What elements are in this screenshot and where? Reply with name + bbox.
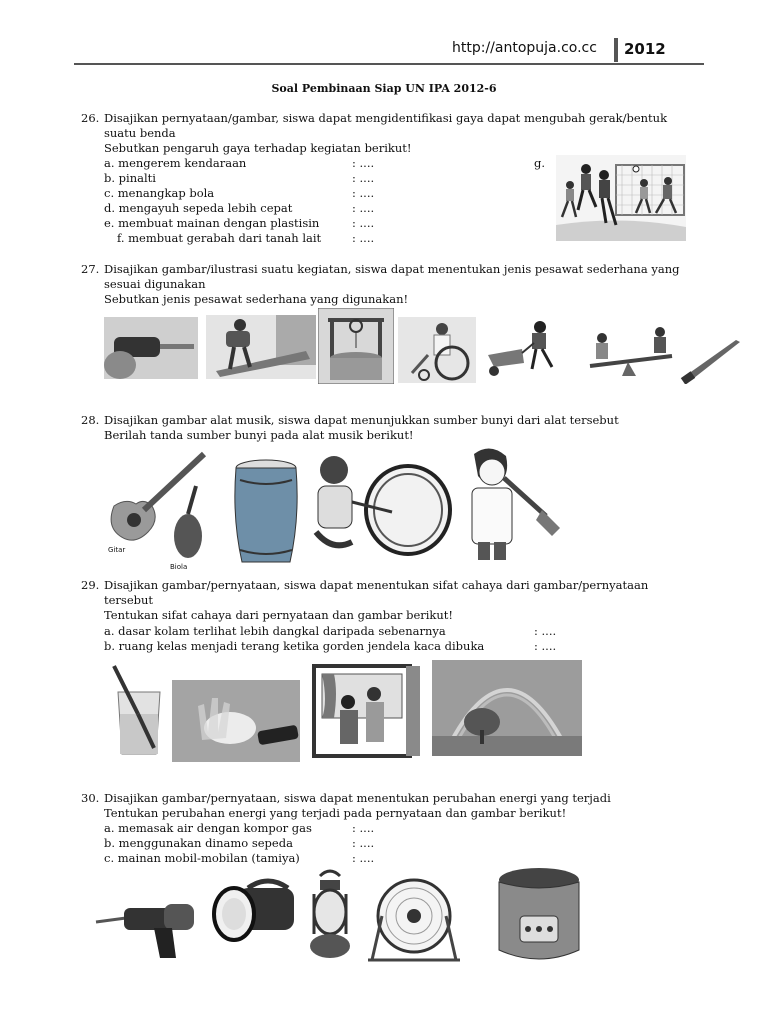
q30-answer-c[interactable]: : .... [352, 851, 375, 865]
glass-refraction-image [104, 662, 168, 758]
q26-prompt: Sebutkan pengaruh gaya terhadap kegiatan berikut! [104, 141, 412, 155]
bass-drum-image [312, 452, 454, 562]
q29-item-a: a. dasar kolam terlihat lebih dangkal daripada sebenarnya [104, 624, 446, 638]
q26-answer-f[interactable]: : .... [352, 231, 375, 245]
q29-line1: Disajikan gambar/pernyataan, siswa dapat menentukan sifat cahaya dari gambar/pernyataan [104, 578, 649, 592]
knife-image [680, 334, 742, 384]
q30-answer-a[interactable]: : .... [352, 821, 375, 835]
q28-prompt: Berilah tanda sumber bunyi pada alat musik berikut! [104, 428, 414, 442]
rice-cooker-image [494, 864, 584, 970]
q26-item-d: d. mengayuh sepeda lebih cepat [104, 201, 293, 215]
q29-prompt: Tentukan sifat cahaya dari pernyataan dan gambar berikut! [104, 608, 454, 622]
q30-line1: Disajikan gambar/pernyataan, siswa dapat menentukan perubahan energi yang terjadi [104, 791, 611, 805]
page-title: Soal Pembinaan Siap UN IPA 2012-6 [271, 82, 497, 95]
q29-number: 29. [81, 578, 100, 592]
conga-drum-image [230, 458, 302, 570]
q26-answer-c[interactable]: : .... [352, 186, 375, 200]
q26-answer-b[interactable]: : .... [352, 171, 375, 185]
q28-number: 28. [81, 413, 100, 427]
q30-answer-b[interactable]: : .... [352, 836, 375, 850]
wheelbarrow-image [482, 317, 578, 379]
q26-item-e: e. membuat mainan dengan plastisin [104, 216, 320, 230]
screwdriver-image [104, 317, 198, 379]
q30-item-b: b. menggunakan dinamo sepeda [104, 836, 293, 850]
q26-item-a: a. mengerem kendaraan [104, 156, 247, 170]
football-image [556, 155, 686, 241]
q26-item-f: f. membuat gerabah dari tanah lait [117, 231, 322, 245]
q27-line1: Disajikan gambar/ilustrasi suatu kegiatan, siswa dapat menentukan jenis pesawat sederhana yang [104, 262, 680, 276]
header-url: http://antopuja.co.cc [452, 40, 597, 56]
q26-answer-e[interactable]: : .... [352, 216, 375, 230]
q29-answer-b[interactable]: : .... [534, 639, 557, 653]
violin-caption: Biola [170, 563, 188, 571]
electric-fan-image [362, 876, 468, 964]
q30-item-c: c. mainan mobil-mobilan (tamiya) [104, 851, 300, 865]
q30-number: 30. [81, 791, 100, 805]
q26-g-label: g. [534, 156, 546, 170]
q29-answer-a[interactable]: : .... [534, 624, 557, 638]
q30-prompt: Tentukan perubahan energi yang terjadi pada pernyataan dan gambar berikut! [104, 806, 567, 820]
q26-item-b: b. pinalti [104, 171, 156, 185]
wheelchair-image [398, 317, 476, 383]
q26-answer-d[interactable]: : .... [352, 201, 375, 215]
header-year: 2012 [624, 40, 666, 58]
lantern-flashlight-image [208, 878, 298, 950]
window-curtain-image [308, 662, 424, 758]
q29-item-b: b. ruang kelas menjadi terang ketika gorden jendela kaca dibuka [104, 639, 485, 653]
guitar-violin-image [104, 446, 214, 572]
q26-line2: suatu benda [104, 126, 176, 140]
guitar-caption: Gitar [108, 546, 126, 554]
q30-item-a: a. memasak air dengan kompor gas [104, 821, 312, 835]
header-rule [74, 63, 704, 65]
seesaw-image [584, 318, 676, 380]
q26-item-c: c. menangkap bola [104, 186, 215, 200]
q28-line1: Disajikan gambar alat musik, siswa dapat menunjukkan sumber bunyi dari alat tersebut [104, 413, 619, 427]
q27-number: 27. [81, 262, 100, 276]
electric-drill-image [94, 888, 206, 960]
flashlight-hand-image [172, 680, 300, 762]
q27-prompt: Sebutkan jenis pesawat sederhana yang digunakan! [104, 292, 409, 306]
q26-answer-a[interactable]: : .... [352, 156, 375, 170]
rainbow-tree-image [432, 660, 582, 756]
q26-line1: Disajikan pernyataan/gambar, siswa dapat mengidentifikasi gaya dapat mengubah gerak/bentuk [104, 111, 668, 125]
header-divider [614, 38, 618, 62]
oil-lamp-image [304, 868, 356, 964]
well-pulley-image [318, 308, 394, 384]
q26-number: 26. [81, 111, 100, 125]
q29-line2: tersebut [104, 593, 154, 607]
trumpet-image [460, 444, 564, 562]
ramp-image [206, 315, 316, 379]
q27-line2: sesuai digunakan [104, 277, 206, 291]
